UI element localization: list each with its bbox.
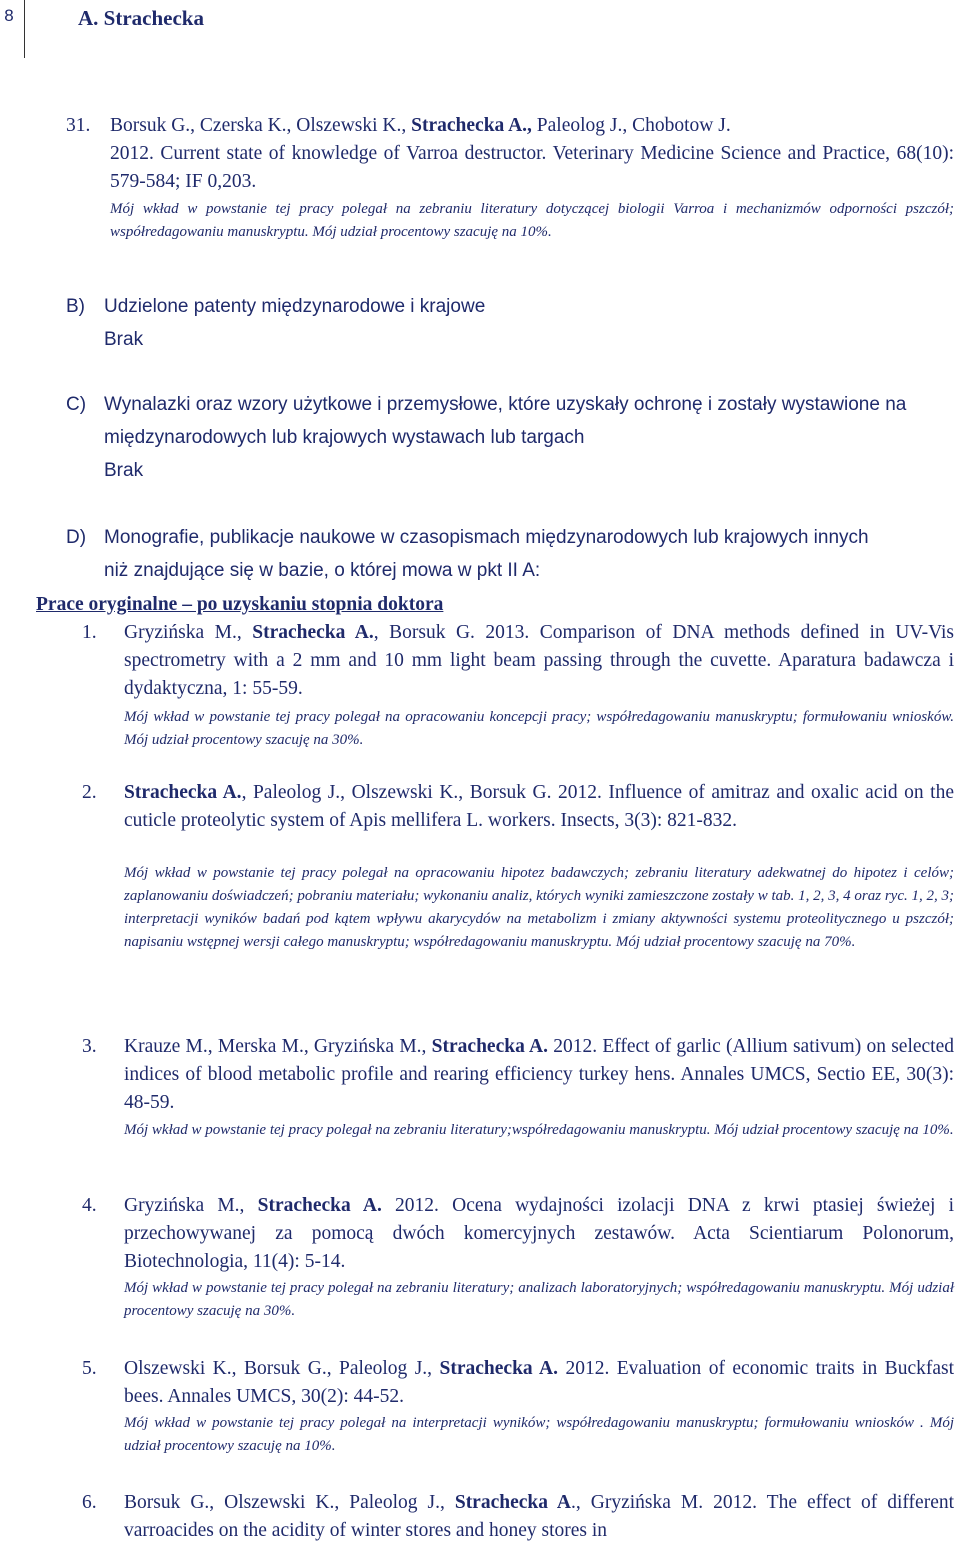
pub-4-contribution: Mój wkład w powstanie tej pracy polegał na zebraniu literatury; analizach laboratoryjnych; współredagowaniu manuskryptu. Mój udział procentowy szacuję na 30%. bbox=[124, 1280, 954, 1319]
section-b-letter: B) bbox=[66, 296, 85, 317]
section-b-value: Brak bbox=[104, 329, 144, 350]
pub-5-contribution: Mój wkład w powstanie tej pracy polegał na interpretacji wyników; współredagowaniu manuskryptu; formułowaniu wniosków . Mój udział procentowy szacuję na 10%. bbox=[124, 1415, 954, 1454]
section-c-title: Wynalazki oraz wzory użytkowe i przemysłowe, które uzyskały ochronę i zostały wystawione na międzynarodowych lub krajowych wystawach lub targach bbox=[104, 394, 907, 448]
section-b-title: Udzielone patenty międzynarodowe i krajowe bbox=[104, 296, 486, 317]
section-c-letter: C) bbox=[66, 394, 87, 415]
header-divider bbox=[24, 0, 25, 58]
running-header-author: A. Strachecka bbox=[78, 6, 204, 30]
subheading-original-papers: Prace oryginalne – po uzyskaniu stopnia doktora bbox=[36, 594, 444, 615]
pub-number: 6. bbox=[82, 1492, 97, 1513]
section-d-title: Monografie, publikacje naukowe w czasopismach międzynarodowych lub krajowych innych niż znajdujące się w bazie, o której mowa w pkt II A: bbox=[104, 527, 869, 581]
pub-5-citation: Olszewski K., Borsuk G., Paleolog J., Strachecka A. 2012. Evaluation of economic traits in Buckfast bees. Annales UMCS, 30(2): 44-52. bbox=[124, 1358, 955, 1407]
pub-number: 2. bbox=[82, 782, 97, 803]
ref-31-contribution: Mój wkład w powstanie tej pracy polegał na zebraniu literatury dotyczącej biologii Varroa i mechanizmów odporności pszczół; współredagowaniu manuskryptu. Mój udział procentowy szacuję na 10%. bbox=[110, 201, 954, 240]
section-c-value: Brak bbox=[104, 460, 144, 481]
pub-number: 1. bbox=[82, 622, 97, 643]
pub-1-contribution: Mój wkład w powstanie tej pracy polegał na opracowaniu koncepcji pracy; współredagowaniu manuskryptu; formułowaniu wniosków. Mój udział procentowy szacuję na 30%. bbox=[124, 709, 954, 748]
pub-3-contribution: Mój wkład w powstanie tej pracy polegał na zebraniu literatury;współredagowaniu manuskryptu. Mój udział procentowy szacuję na 10%. bbox=[124, 1122, 954, 1138]
pub-1-citation: Gryzińska M., Strachecka A., Borsuk G. 2013. Comparison of DNA methods defined in UV-Vis spectrometry with a 2 mm and 10 mm light beam passing through the cuvette. Aparatura badawcza i dydaktyczna, 1: 55-59. bbox=[124, 622, 955, 699]
pub-3-citation: Krauze M., Merska M., Gryzińska M., Strachecka A. 2012. Effect of garlic (Allium sativum) on selected indices of blood metabolic profile and rearing efficiency turkey hens. Annales UMCS, Sectio EE, 30(3): 48-59. bbox=[124, 1036, 954, 1113]
ref-number: 31. bbox=[66, 115, 91, 136]
pub-number: 4. bbox=[82, 1195, 97, 1216]
ref-31-authors: Borsuk G., Czerska K., Olszewski K., Strachecka A., Paleolog J., Chobotow J. bbox=[110, 115, 731, 136]
pub-number: 3. bbox=[82, 1036, 97, 1057]
pub-6-citation: Borsuk G., Olszewski K., Paleolog J., Strachecka A., Gryzińska M. 2012. The effect of different varroacides on the acidity of winter stores and honey stores in bbox=[124, 1492, 955, 1541]
section-d-letter: D) bbox=[66, 527, 87, 548]
ref-31-body: 2012. Current state of knowledge of Varroa destructor. Veterinary Medicine Science and Practice, 68(10): 579-584; IF 0,203. bbox=[110, 143, 954, 192]
pub-2-citation: Strachecka A., Paleolog J., Olszewski K., Borsuk G. 2012. Influence of amitraz and oxalic acid on the cuticle proteolytic system of Apis mellifera L. workers. Insects, 3(3): 821-832. bbox=[124, 782, 955, 831]
pub-number: 5. bbox=[82, 1358, 97, 1379]
pub-2-contribution: Mój wkład w powstanie tej pracy polegał na opracowaniu hipotez badawczych; zebraniu literatury adekwatnej do hipotez i celów; zaplanowaniu doświadczeń; pobraniu materiału; wykonaniu analiz, których wyniki zamieszczone zostały w tab. 1, 2, 3, 4 oraz ryc. 1, 2, 3; interpretacji wyników badań pod kątem wpływu akarycydów na metabolizm i zmiany aktywności systemu proteolitycznego u pszczół; napisaniu wstępnej wersji całego manuskryptu; współredagowaniu manuskryptu. Mój udział procentowy szacuję na 70%. bbox=[124, 865, 954, 950]
page-number: 8 bbox=[4, 6, 14, 25]
pub-4-citation: Gryzińska M., Strachecka A. 2012. Ocena wydajności izolacji DNA z krwi ptasiej świeżej i przechowywanej za pomocą dwóch komercyjnych zestawów. Acta Scientiarum Polonorum, Biotechnologia, 11(4): 5-14. bbox=[124, 1195, 955, 1272]
